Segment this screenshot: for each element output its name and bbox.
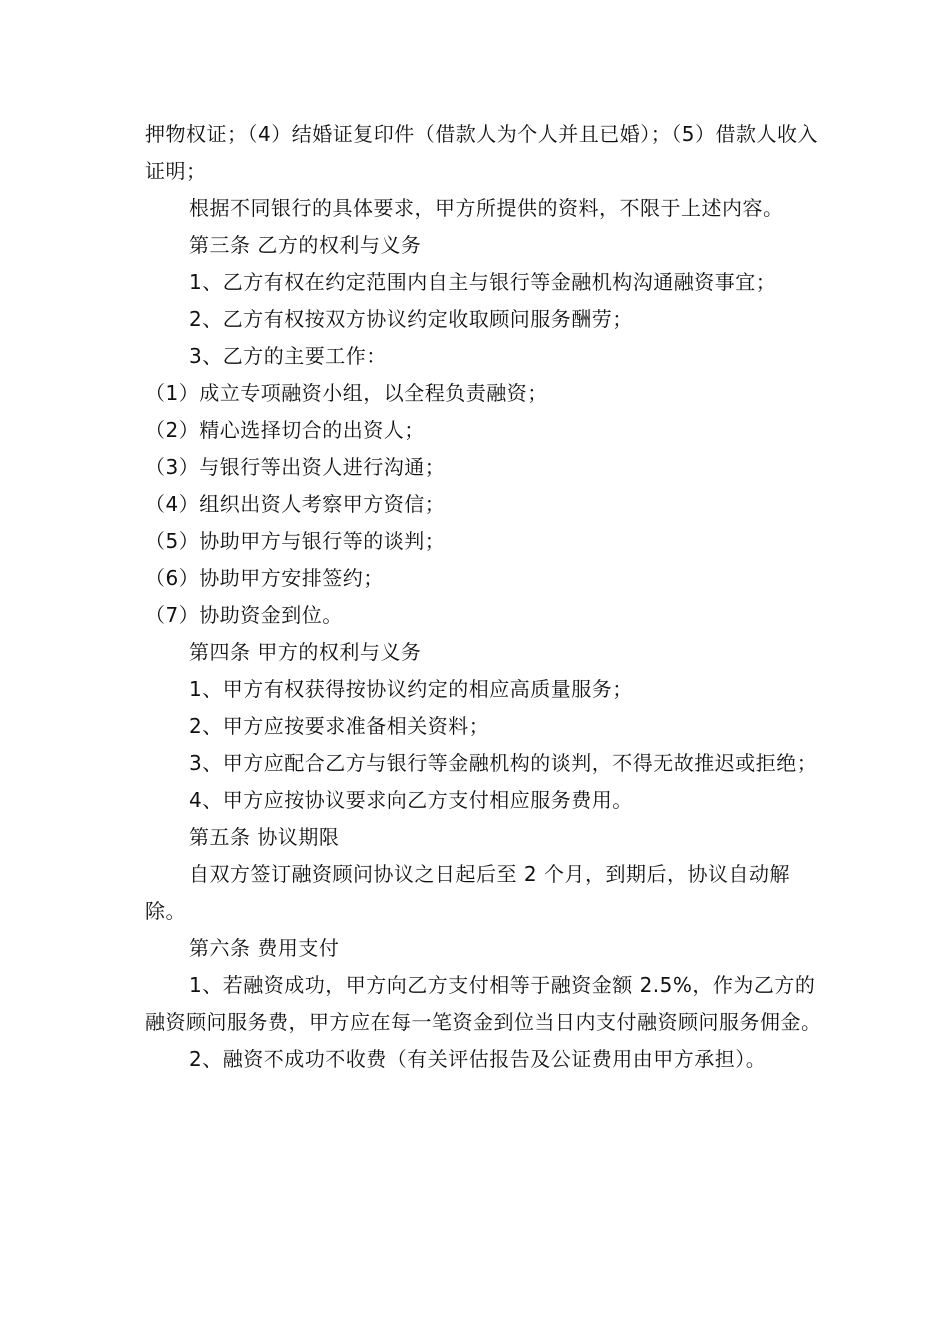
article-6-item-1: 1、若融资成功，甲方向乙方支付相等于融资金额 2.5%，作为乙方的融资顾问服务费，甲方应在每一笔资金到位当日内支付融资顾问服务佣金。 [145,973,822,1034]
article-3-subitem-5: （5）协助甲方与银行等的谈判； [145,529,446,553]
article-3-subitem-1: （1）成立专项融资小组，以全程负责融资； [145,381,548,405]
paragraph-materials-list-end: 押物权证；（4）结婚证复印件（借款人为个人并且已婚）；（5）借款人收入证明； [145,122,818,183]
article-4-item-3: 3、甲方应配合乙方与银行等金融机构的谈判，不得无故推迟或拒绝； [189,751,818,775]
article-6-item-2: 2、融资不成功不收费（有关评估报告及公证费用由甲方承担）。 [189,1047,767,1071]
article-3-subitem-6: （6）协助甲方安排签约； [145,566,384,590]
article-4-item-4: 4、甲方应按协议要求向乙方支付相应服务费用。 [189,788,633,812]
paragraph-materials-note: 根据不同银行的具体要求，甲方所提供的资料，不限于上述内容。 [189,196,784,220]
article-3-item-2: 2、乙方有权按双方协议约定收取顾问服务酬劳； [189,307,633,331]
article-4-heading: 第四条 甲方的权利与义务 [189,640,422,664]
article-3-item-1: 1、乙方有权在约定范围内自主与银行等金融机构沟通融资事宜； [189,270,777,294]
article-3-subitem-4: （4）组织出资人考察甲方资信； [145,492,446,516]
article-3-subitem-7: （7）协助资金到位。 [145,603,343,627]
article-5-heading: 第五条 协议期限 [189,825,340,849]
article-3-item-3: 3、乙方的主要工作： [189,344,387,368]
article-4-item-1: 1、甲方有权获得按协议约定的相应高质量服务； [189,677,633,701]
article-3-subitem-3: （3）与银行等出资人进行沟通； [145,455,446,479]
article-3-subitem-2: （2）精心选择切合的出资人； [145,418,425,442]
document-body [145,116,825,1078]
article-5-body: 自双方签订融资顾问协议之日起后至 2 个月，到期后，协议自动解除。 [145,862,790,923]
article-3-heading: 第三条 乙方的权利与义务 [189,233,422,257]
article-4-item-2: 2、甲方应按要求准备相关资料； [189,714,490,738]
article-6-heading: 第六条 费用支付 [189,936,340,960]
